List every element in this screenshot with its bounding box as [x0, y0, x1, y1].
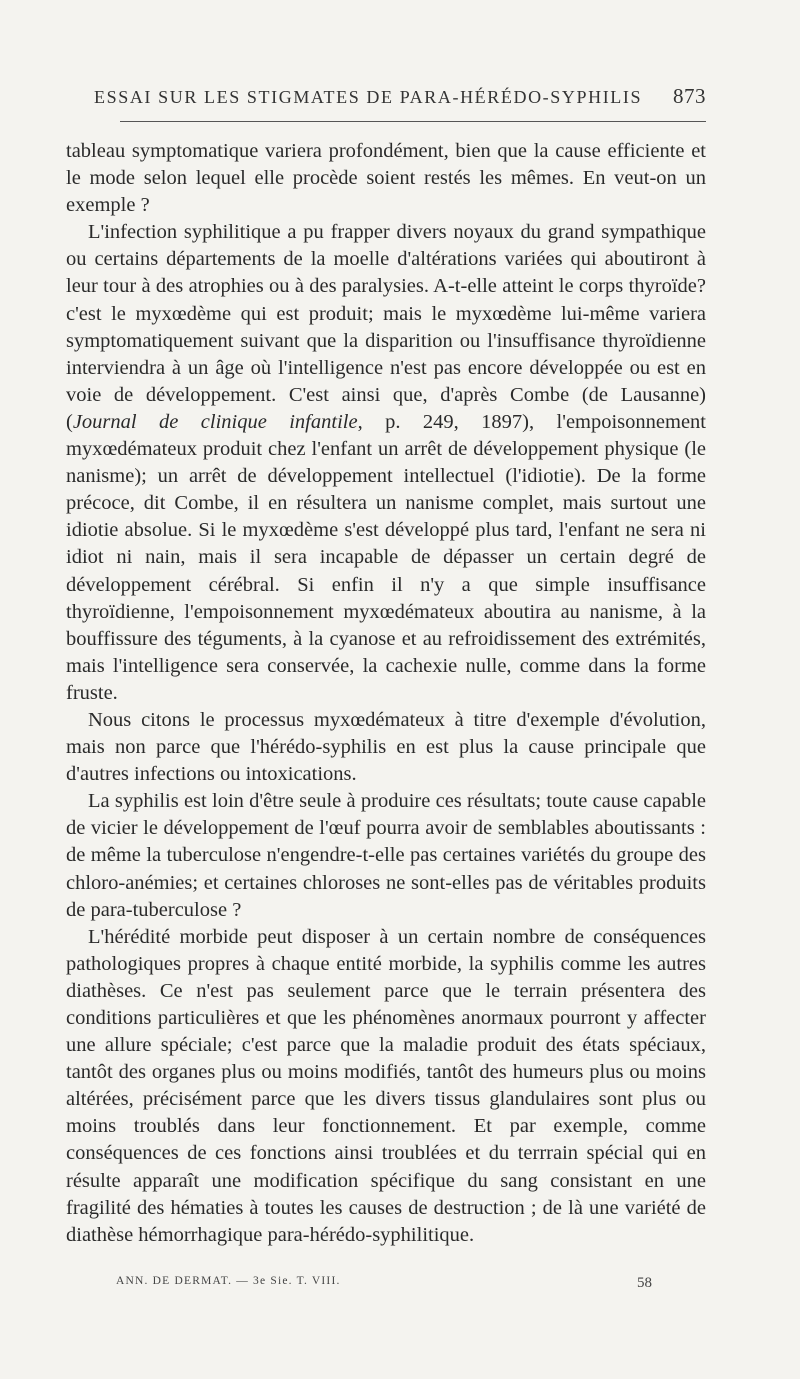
header-rule [120, 121, 706, 122]
journal-title: Journal de clinique infantile [72, 410, 358, 433]
page-footer [116, 1275, 652, 1292]
paragraph-2 [66, 219, 706, 707]
page-number: 873 [673, 84, 706, 108]
paragraph-1: tableau symptomatique variera profondément, bien que la cause efficiente et le mode selon lequel elle procède soient restés les mêmes. En veut-on un exemple ? [66, 140, 706, 217]
running-title: ESSAI SUR LES STIGMATES DE PARA-HÉRÉDO-SYPHILIS [94, 87, 643, 107]
body-text [66, 138, 706, 1249]
footer-signature: ANN. DE DERMAT. — 3e Sie. T. VIII. [116, 1275, 341, 1287]
paragraph-4: La syphilis est loin d'être seule à produire ces résultats; toute cause capable de vicier le développement de l'œuf pourra avoir de semblables aboutissants : de même la tuberculose n'engendre-t-elle pas certaines variétés du groupe des chloro-anémies; et certaines chloroses ne sont-elles pas de véritables produits de para-tuberculose ? [66, 790, 706, 921]
running-header [94, 84, 706, 109]
paragraph-3: Nous citons le processus myxœdémateux à titre d'exemple d'évolution, mais non parce que l'hérédo-syphilis en est plus la cause principale que d'autres infections ou intoxications. [66, 708, 706, 786]
sheet-number: 58 [637, 1275, 652, 1291]
paragraph-5: L'hérédité morbide peut disposer à un certain nombre de conséquences pathologiques propres à chaque entité morbide, la syphilis comme les autres diathèses. Ce n'est pas seulement parce que le terrain présentera des conditions particulières et que les phénomènes anormaux pourront y affecter une allure spéciale; c'est parce que la maladie produit des états spéciaux, tantôt des organes plus ou moins modifiés, tantôt des humeurs plus ou moins altérées, précisément parce que les divers tissus glandulaires sont plus ou moins troublés dans leur fonctionnement. Et par exemple, comme conséquences de ces fonctions ainsi troublées et du terrrain spécial qui en résulte apparaît une modification spécifique du sang consistant en une fragilité des hématies à toutes les causes de destruction ; de là une variété de diathèse hémorrhagique para-hérédo-syphilitique. [66, 925, 706, 1246]
paragraph-2-after: , p. 249, 1897), l'empoisonnement myxœdémateux produit chez l'enfant un arrêt de développement physique (le nanisme); un arrêt de développement intellectuel (l'idiotie). De la forme précoce, dit Combe, il en résultera un nanisme complet, mais surtout une idiotie absolue. Si le myxœdème s'est développé plus tard, l'enfant ne sera ni idiot ni nain, mais il sera incapable de dépasser un certain degré de développement cérébral. Si enfin il n'y a que simple insuffisance thyroïdienne, l'empoisonnement myxœdémateux aboutira au nanisme, à la bouffissure des téguments, à la cyanose et au refroidissement des extrémités, mais l'intelligence sera conservée, la cachexie nulle, comme dans la forme fruste. [66, 410, 706, 704]
paragraph-2-before: L'infection syphilitique a pu frapper divers noyaux du grand sympathique ou certains départements de la moelle d'altérations variées qui aboutiront à leur tour à des atrophies ou à des paralysies. A-t-elle atteint le corps thyroïde? c'est le myxœdème qui est produit; mais le myxœdème lui-même variera symptomatiquement suivant que la disparition ou l'insuffisance thyroïdienne interviendra à un âge où l'intelligence n'est pas encore développée ou est en voie de développement. C'est ainsi que, d'après Combe (de Lausanne) ( [66, 221, 706, 433]
